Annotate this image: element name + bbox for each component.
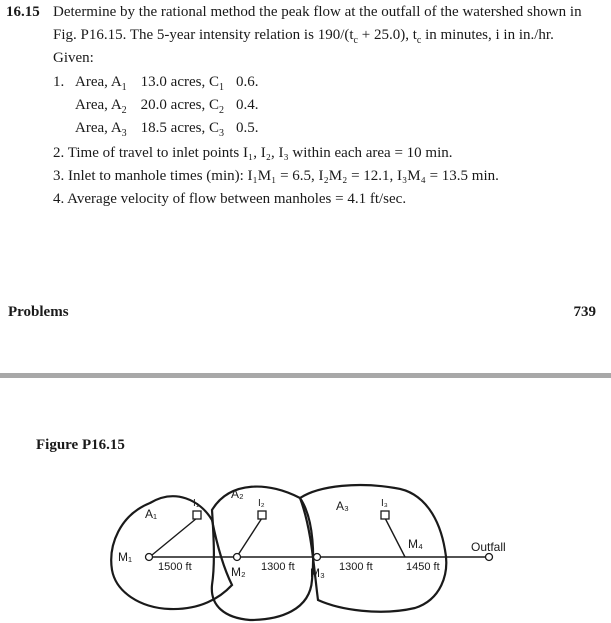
problem-number: 16.15 <box>6 4 40 20</box>
page-number: 739 <box>573 304 596 320</box>
label-i1: I₁ <box>193 498 200 509</box>
given-label: Given: <box>53 50 94 66</box>
area-row-1: 1. Area, $A_1$ 13.0 acres, $C_1$ 0.6. <box>53 74 259 93</box>
label-i3: I₃ <box>381 498 388 509</box>
label-m4: M₄ <box>408 537 423 551</box>
watershed-figure <box>0 460 611 623</box>
section-title: Problems <box>8 304 69 320</box>
divider <box>0 373 611 378</box>
label-outfall: Outfall <box>471 540 506 554</box>
figure-caption: Figure P16.15 <box>36 437 125 453</box>
distance-1500: 1500 ft <box>158 561 192 573</box>
label-m3: M₃ <box>310 566 325 580</box>
label-a1: A₁ <box>145 507 158 521</box>
inlet-i3-link <box>385 518 405 557</box>
distance-1300-b: 1300 ft <box>339 561 373 573</box>
manhole-m1 <box>146 554 153 561</box>
inlet-i1 <box>193 511 201 519</box>
label-i2: I₂ <box>258 498 265 509</box>
distance-1450: 1450 ft <box>406 561 440 573</box>
area-a3-boundary <box>300 485 446 612</box>
area-row-3: Area, $A_3$ 18.5 acres, $C_3$ 0.5. <box>75 120 259 139</box>
inlet-i2-link <box>238 518 262 555</box>
manhole-m3 <box>314 554 321 561</box>
given-item-2: 2. Time of travel to inlet points I₁, I₂, I₃ within each area = 10 min. <box>53 145 453 161</box>
page-header <box>0 302 611 326</box>
label-a3: A₃ <box>336 499 349 513</box>
inlet-i3 <box>381 511 389 519</box>
label-m1: M₁ <box>118 550 133 564</box>
statement-line-2: Fig. P16.15. The 5-year intensity relation is $190/(t_c + 25.0)$, $t_c$ in minutes, i in in./hr. <box>53 27 554 46</box>
statement-line-1: Determine by the rational method the peak flow at the outfall of the watershed shown in <box>53 4 582 20</box>
given-item-3: 3. Inlet to manhole times (min): I₁M₁ = 6.5, I₂M₂ = 12.1, I₃M₄ = 13.5 min. <box>53 168 499 184</box>
area-row-2: Area, $A_2$ 20.0 acres, $C_2$ 0.4. <box>75 97 259 116</box>
outfall-point <box>486 554 493 561</box>
inlet-i2 <box>258 511 266 519</box>
label-a2: A₂ <box>231 487 244 501</box>
given-item-4: 4. Average velocity of flow between manholes = 4.1 ft/sec. <box>53 191 407 207</box>
label-m2: M₂ <box>231 565 246 579</box>
manhole-m2 <box>234 554 241 561</box>
inlet-i1-link <box>152 518 197 555</box>
distance-1300-a: 1300 ft <box>261 561 295 573</box>
